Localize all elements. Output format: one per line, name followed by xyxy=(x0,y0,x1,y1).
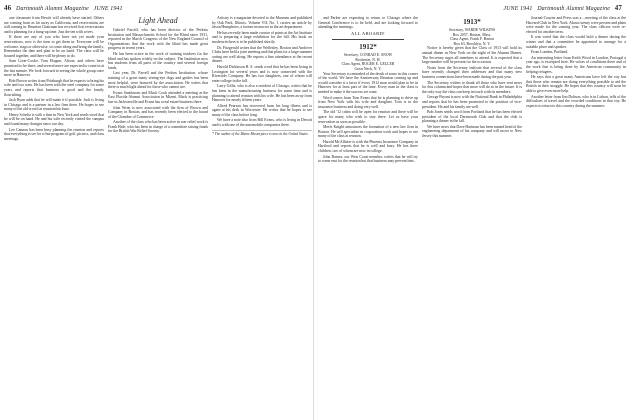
right-column-2 xyxy=(422,16,522,416)
secretary-address: Rochester, N. H. xyxy=(355,57,381,62)
magazine-title: Dartmouth Alumni Magazine xyxy=(537,6,610,12)
left-column-2 xyxy=(108,16,208,416)
paragraph: Alfred Pearson has recovered from his long illness and is again at his desk in Worcester. He writes that he hopes to see many of the class before long. xyxy=(212,103,312,117)
paragraph: Henry Scheltz is with a firm in New York and sends word that he will be on hand. He and his wife recently visited the campus and found many changes since our day. xyxy=(4,112,104,127)
paragraph: He has been active in the work of training teachers for the blind and has spoken widely on the subject. The Institution now has students from all parts of the country and several foreign lands. xyxy=(108,51,208,70)
paragraph: Sam Coon-Cooke, Tom Hopper, Alison, and others have promised to be there, and several more are expected to come in at the last minute. We look forward to seeing the whole group once more in Hanover. xyxy=(4,59,104,78)
page-number: 47 xyxy=(614,4,622,12)
right-column-3 xyxy=(526,16,626,416)
left-column-3 xyxy=(212,16,312,416)
paragraph: Dr. Fitzgerald writes that the Wellesley, Boston and Andover Clubs have held a joint meeting and that plans for a large summer outing are well along. He reports a fine attendance at the recent dinner. xyxy=(212,45,312,64)
right-page xyxy=(314,0,628,420)
running-head-right xyxy=(503,4,622,14)
class-agent: Class Agent, Frank F. Barton xyxy=(450,37,494,42)
running-head-left xyxy=(4,4,123,14)
paragraph: John Barnes, our West Coast member, writes that he will try to come east for the reunion but that business may prevent him. xyxy=(318,154,418,164)
paragraph: Harold Dickinson B. S. sends word that he has been living in Lexington for several years and is now connected with the Riverside Company. He has two daughters, one of whom will enter college in the fall. xyxy=(212,64,312,83)
paragraph: He has recently been made curator of prints at the Art Institute and is preparing a large exhibition for the fall. His book on modern etchers is to be published shortly. xyxy=(212,30,312,44)
paragraph: Your Secretary is reminded of the death of some in this corner of the world. We have the Anniversary Reunion coming up and would consider it a favor if every 1912 man would plan to be in Hanover for at least part of the time. Every man in the class is needed to make it the success we want. xyxy=(318,71,418,94)
paragraph: and Parker are expecting to return to Chicago where the General Conference is to be held, and are looking forward to attending the meetings. xyxy=(318,16,418,30)
paragraph: The old '12 cabin will be open for reunion and there will be space for many who wish to stay there. Let us have your reservation as soon as possible. xyxy=(318,110,418,124)
paragraph: Bob Brown writes from Pittsburgh that he expects to bring his wife and two sons. He has been with the steel company for some years and reports that business is good and the family flourishing. xyxy=(4,78,104,97)
paragraph: Bob Jones sends word from Portland that he has been elected president of the local Dartmouth Club and that the club is planning a dinner in the fall. xyxy=(422,110,522,124)
class-year-heading: 1912* xyxy=(359,43,377,52)
agent-address: Great Neck, N. Y. xyxy=(354,66,382,71)
class-secretary: Secretary, WARDE WILKINS xyxy=(448,28,496,32)
paragraph: Larry Gillis, who is also a resident of Chicago, writes that he has been in the manufacturing business for some time and is planning to attend reunion with his wife. He has been away from Hanover for nearly fifteen years. xyxy=(212,84,312,103)
paragraph: We have news that Dave Hartman has been named head of the engineering department of his company and will move to New Jersey this summer. xyxy=(422,124,522,139)
secretary-address: Box 2057, Boston, Mass. xyxy=(452,32,492,37)
paragraph: John Wren is now associated with the firm of Brown and Company in Boston, and has recently been elected to the board of the Chamber of Commerce. xyxy=(108,105,208,119)
divider-rule xyxy=(332,39,404,40)
paragraph: Artistry is a magazine devoted to the Museum and published by Oak Park, Illinois. Volume VII, No. 1 carries an article by Jason Humphries, a former instructor in the art department. xyxy=(212,16,312,30)
left-column-1 xyxy=(4,16,104,416)
issue-date: JUNE 1941 xyxy=(503,6,533,12)
paragraph: Gabriel Farrell, who has been director of the Perkins Institution and Massachusetts School for the Blind since 1931, reported in the March Congress of the New England Council of Organizations that the work with the blind has made great progress in recent years. xyxy=(108,28,208,51)
paragraph: It was voted that the class would hold a dinner during the winter and that a committee be appointed to arrange for a suitable place and speaker. xyxy=(526,35,626,49)
paragraph: George Bryant is now with the National Bank in Philadelphia and reports that he has been promoted to the position of vice-president. He and his family are well. xyxy=(422,95,522,109)
footnote: * The author of the Maine Masterpiece is now in the United States. xyxy=(212,130,312,136)
issue-date: JUNE 1941 xyxy=(93,6,123,12)
paragraph: Lee Cannon has been busy planning the reunion and reports that everything is set for a fine program of golf, picnics, and class meetings. xyxy=(4,127,104,141)
class-year-heading: 1913* xyxy=(463,18,481,26)
paragraph: Harold McAllister is with the Phoenix Insurance Company in Hartford and reports that he is well and busy. He has three children, two of whom are now in college. xyxy=(318,139,418,154)
paragraph: Notice is hereby given that the Class of 1913 will hold its annual dinner in New York on the night of the Alumni Dinner. The Secretary urges all members to attend. It is expected that a large number will be present for the occasion. xyxy=(422,46,522,65)
paragraph: Another of the class who has been active in war relief work is Frank Hale, who has been in charge of a committee raising funds for the British War Relief Society. xyxy=(108,120,208,134)
all-aboard-heading: ALL ABOARD! xyxy=(351,30,385,36)
section-title: Light Ahead xyxy=(138,16,178,25)
paragraph: The Secretary wishes to thank all those who have sent news for this column and hopes that more will do so in the future. It is the only way the class can keep in touch with its members. xyxy=(422,80,522,94)
paragraph: Last year, Dr. Farrell and the Perkins Institution, whose training of a great many seeing-eye dogs and guides has been most helpful, were honored by the association. He writes that there is much light ahead for those who cannot see. xyxy=(108,71,208,90)
paragraph: Word comes from Tom Evans that he is planning to drive up from New York with his wife and daughter. Tom is in the insurance business and doing very well. xyxy=(318,95,418,109)
paragraph: Evans Sandstrom and Mack Cook attended a meeting at the East Florida Alumni Association in Miami. Mack is practicing law in Jacksonville and Evans has a real estate business there. xyxy=(108,90,208,104)
paragraph: one classmate from Hewitt will already have started. Others are coming from as far away as California, and reservations are still coming in. Reunion Chairman has received first reservations and is planning for a bang-up time. Just the ten with wives. xyxy=(4,16,104,34)
paragraph: We have a note also from Bill Evans, who is living in Detroit and is with one of the automobile companies there. xyxy=(212,118,312,128)
paragraph: Another letter from Jim Dobson, who is in Lisbon, tells of the difficulties of travel and the crowded conditions in that city. He expects to return to this country during the summer. xyxy=(526,94,626,108)
right-column-1 xyxy=(318,16,418,416)
class-agent: Class Agent, ROGER E. GELLER xyxy=(341,62,395,67)
paragraph: If there are any of you who have not yet made your reservations, now is the time to get them in. Everyone will be welcome, stags or otherwise, so come along and bring the family. Remember the date and plan to be on hand. The class will be housed together, and there will be plenty to do. xyxy=(4,35,104,58)
paragraph: He says that a great many Americans have left the city but that those who remain are doing everything possible to aid the British in their struggle. He hopes that this country will soon be able to give even more help. xyxy=(526,75,626,93)
paragraph: Journal-Courier and Press was a ...meeting of the class at the Harvard Club in New York. About twenty were present and plans were made for the coming year. The class officers were re-elected for another term. xyxy=(526,16,626,34)
agent-address: Box 63, Brooklyn, N. Y. xyxy=(453,41,491,46)
paragraph: An interesting letter from Keith Wood in London, Portugal a year ago, is excerpted here. He writes of conditions there and of the work that is being done by the American community in helping refugees. xyxy=(526,55,626,74)
paragraph: Merle Knight announces the formation of a new law firm in Boston. He will specialize in corporation work and hopes to see many of the class at reunion. xyxy=(318,125,418,139)
paragraph: Jack Ryan adds that he will make it if possible. Jack is living in Chicago and is a partner in a law firm there. He hopes to see many of the old crowd at reunion this June. xyxy=(4,98,104,112)
paragraph: From London, Portland. xyxy=(531,50,569,55)
paragraph: Notes from the Secretary indicate that several of the class have recently changed their addresses and that many new business connections have been made during the past year. xyxy=(422,65,522,79)
page-number: 46 xyxy=(4,4,12,12)
class-secretary: Secretary, CONRAD E. SNOW xyxy=(343,53,393,58)
magazine-title: Dartmouth Alumni Magazine xyxy=(16,6,89,12)
